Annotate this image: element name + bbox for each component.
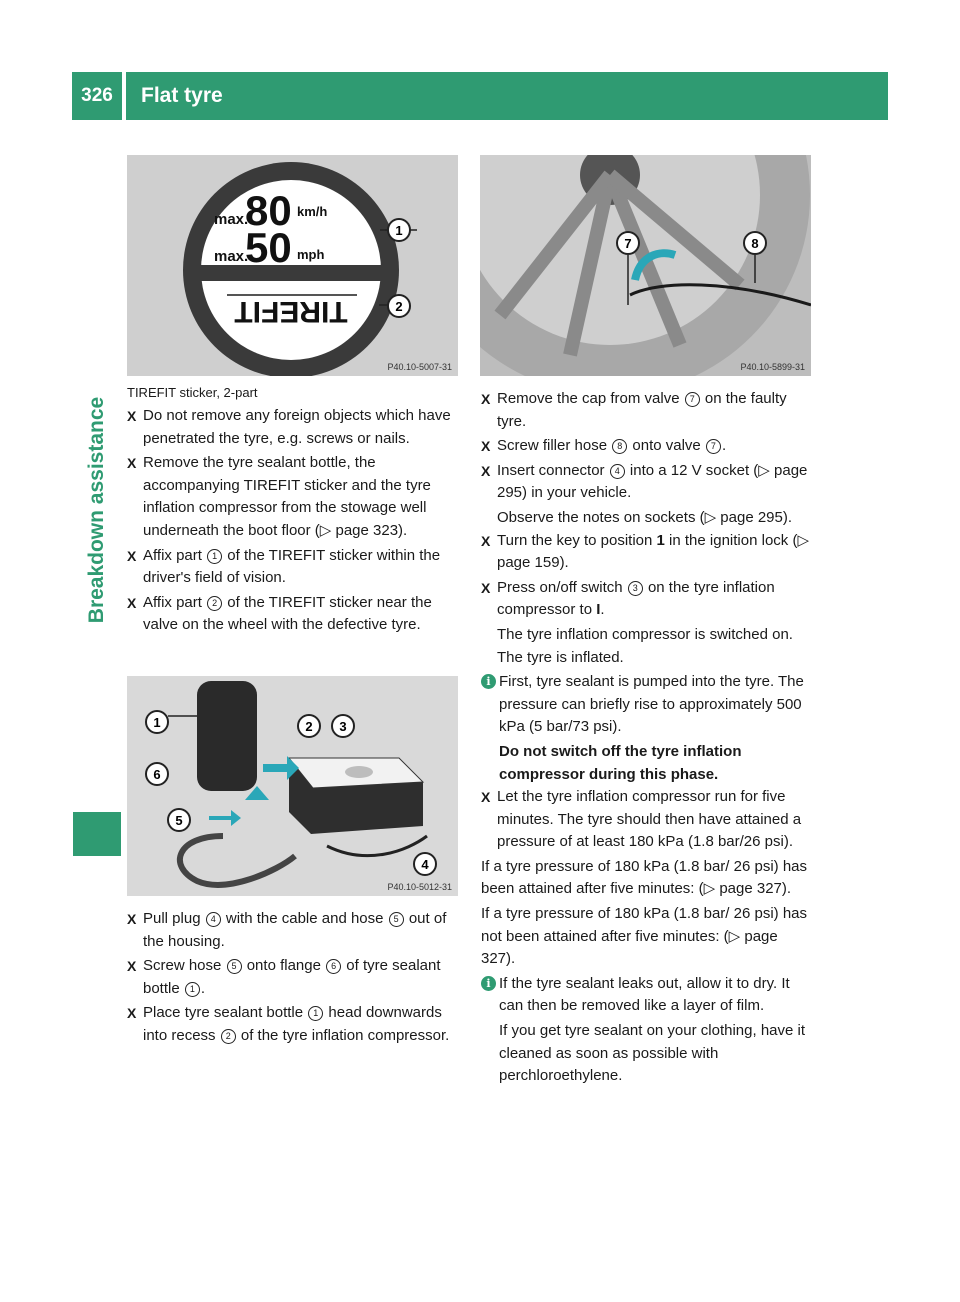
callout-ref: 3 [628, 581, 643, 596]
tirefit-brand-upside-down: TIREFIT [234, 295, 348, 328]
info-text: If you get tyre sealant on your clothing, have it cleaned as soon as possible with perchloroethylene. [499, 1022, 806, 1085]
info-text: If the tyre sealant leaks out, allow it to dry. It can then be removed like a layer of film. [499, 974, 790, 1015]
step-text-pre: Screw hose [143, 957, 226, 975]
callout-ref: 8 [612, 439, 627, 454]
result-paragraph: If a tyre pressure of 180 kPa (1.8 bar/ 26 psi) has been attained after five minutes: (▷ page 327). [481, 857, 808, 898]
compressor-illustration [127, 676, 458, 896]
max-label-1: max. [214, 211, 249, 228]
step [481, 460, 816, 505]
compressor-figure [127, 676, 458, 896]
compressor-callout-4: 4 [421, 857, 429, 872]
compressor-callout-2: 2 [305, 719, 313, 734]
key-position: 1 [656, 531, 665, 549]
figure-code: P40.10-5012-31 [387, 882, 452, 892]
info-note [481, 973, 816, 1088]
speed-kmh: 80 [245, 187, 292, 234]
step-text: Do not remove any foreign objects which have penetrated the tyre, e.g. screws or nails. [143, 407, 451, 447]
step-text-end: . [200, 979, 206, 997]
step-text-post: . [721, 437, 727, 455]
callout-ref: 2 [221, 1029, 236, 1044]
step-text-pre: Press on/off switch [497, 578, 627, 596]
wheel-figure [480, 155, 811, 376]
info-icon: i [481, 976, 496, 991]
step-text-mid: head downwards into recess [143, 1004, 442, 1044]
step-text-pre: Screw filler hose [497, 437, 612, 455]
step-text-pre: Turn the key to position [497, 531, 657, 549]
callout-ref: 7 [685, 392, 700, 407]
section-tab [73, 222, 121, 798]
result-paragraph: If a tyre pressure of 180 kPa (1.8 bar/ 26 psi) has not been attained after five minutes: (▷ page 327). [481, 905, 808, 968]
step-note: Observe the notes on sockets (▷ page 295). [497, 508, 793, 526]
callout-ref: 5 [227, 959, 242, 974]
step [481, 530, 816, 575]
callout-ref: 5 [389, 912, 404, 927]
compressor-callout-6: 6 [153, 767, 161, 782]
step [127, 908, 462, 953]
sticker-callout-1: 1 [395, 223, 403, 238]
page-title: Flat tyre [126, 72, 888, 120]
compressor-callout-1: 1 [153, 715, 161, 730]
step-text: Remove the tyre sealant bottle, the accompanying TIREFIT sticker and the tyre inflation compressor from the stowage well underneath the boot floor (▷ page 323). [143, 454, 431, 539]
callout-ref: 7 [706, 439, 721, 454]
callout-ref: 6 [326, 959, 341, 974]
step [481, 577, 816, 622]
right-column [481, 388, 816, 1088]
step-text-pre: Insert connector [497, 461, 609, 479]
step [481, 435, 816, 458]
info-icon: i [481, 674, 496, 689]
step [127, 1002, 462, 1047]
callout-ref: 1 [207, 549, 222, 564]
info-note [481, 671, 816, 786]
step-text-end: . [600, 601, 605, 619]
wheel-callout-7: 7 [624, 236, 632, 251]
step [127, 405, 462, 450]
step [127, 452, 462, 542]
callout-ref: 4 [206, 912, 221, 927]
step [127, 592, 462, 637]
compressor-callout-5: 5 [175, 813, 183, 828]
step-text-pre: Place tyre sealant bottle [143, 1004, 308, 1022]
left-column-upper [127, 384, 462, 639]
step-text-pre: Affix part [143, 546, 207, 564]
step-text-post: of tyre sealant bottle [143, 957, 441, 997]
step [481, 786, 816, 854]
step-text-pre: Affix part [143, 593, 207, 611]
step-text-post: of the TIREFIT sticker within the driver's field of vision. [143, 546, 441, 587]
step-text-post: out of the housing. [143, 910, 447, 950]
compressor-callout-3: 3 [339, 719, 347, 734]
figure-code: P40.10-5899-31 [740, 362, 805, 372]
info-warning: Do not switch off the tyre inflation compressor during this phase. [499, 742, 742, 783]
step-text-post: of the tyre inflation compressor. [236, 1026, 450, 1044]
sticker-illustration [127, 155, 458, 376]
callout-ref: 2 [207, 596, 222, 611]
step-note: The tyre inflation compressor is switched on. The tyre is inflated. [497, 625, 793, 666]
callout-ref: 1 [185, 982, 200, 997]
info-text: First, tyre sealant is pumped into the tyre. The pressure can briefly rise to approximately 500 kPa (5 bar/73 psi). [499, 673, 804, 736]
step-text-post: on the tyre inflation compressor to [497, 578, 775, 619]
page-number: 326 [72, 72, 122, 120]
left-column-lower [127, 908, 462, 1050]
step-text-mid: with the cable and hose [221, 910, 388, 927]
wheel-callout-8: 8 [751, 236, 759, 251]
figure-caption: TIREFIT sticker, 2-part [127, 385, 258, 400]
wheel-illustration [480, 155, 811, 376]
unit-mph: mph [297, 247, 325, 262]
speed-mph: 50 [245, 224, 292, 271]
step [481, 388, 816, 433]
sticker-callout-2: 2 [395, 299, 403, 314]
step-text-post: of the TIREFIT sticker near the valve on the wheel with the defective tyre. [143, 593, 432, 634]
section-tab-label: Breakdown assistance [85, 396, 108, 624]
callout-ref: 4 [610, 464, 625, 479]
step-text-post: into a 12 V socket (▷ page 295) in your vehicle. [497, 461, 808, 502]
step-text-pre: Pull plug [143, 910, 205, 927]
step-text-mid: onto flange [242, 957, 326, 975]
step-text: Let the tyre inflation compressor run for five minutes. The tyre should then have attained a pressure of at least 180 kPa (1.8 bar/26 psi). [497, 788, 802, 851]
step [127, 955, 462, 1000]
switch-position: I [596, 601, 601, 619]
step [127, 545, 462, 590]
step-text-mid: onto valve [628, 437, 705, 455]
tirefit-sticker-figure [127, 155, 458, 376]
section-marker [73, 812, 121, 856]
max-label-2: max. [214, 248, 249, 265]
step-text-post: in the ignition lock (▷ page 159). [497, 531, 809, 572]
figure-code: P40.10-5007-31 [387, 362, 452, 372]
unit-kmh: km/h [297, 204, 328, 219]
step-text-post: on the faulty tyre. [497, 390, 787, 430]
step-text-pre: Remove the cap from valve [497, 390, 684, 407]
callout-ref: 1 [308, 1006, 323, 1021]
